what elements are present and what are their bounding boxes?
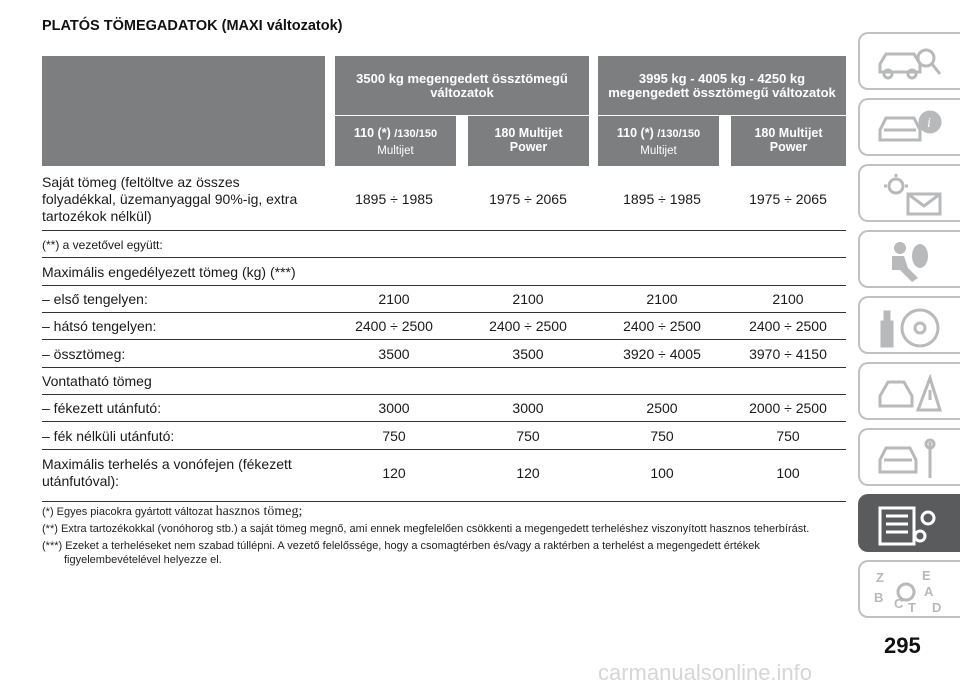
row-value: 2100 bbox=[378, 291, 410, 307]
svg-text:Z: Z bbox=[876, 570, 884, 585]
tab-emergency[interactable] bbox=[858, 362, 960, 420]
warning-light-icon bbox=[874, 172, 946, 218]
row-label: Maximális terhelés a vonófejen (fékezett utánfutóval): bbox=[42, 456, 292, 489]
row-label: – fékezett utánfutó: bbox=[42, 400, 162, 416]
row-value: 1895 ÷ 1985 bbox=[355, 191, 433, 207]
svg-text:D: D bbox=[932, 600, 942, 614]
svg-text:E: E bbox=[922, 568, 931, 583]
subheader-180-multijet-power-a: 180 Multijet Power bbox=[468, 116, 589, 166]
table-row bbox=[42, 395, 846, 422]
page-title: PLATÓS TÖMEGADATOK (MAXI változatok) bbox=[42, 18, 343, 34]
car-info-icon bbox=[874, 106, 946, 152]
tab-warning-lights[interactable] bbox=[858, 164, 960, 222]
row-label: – hátsó tengelyen: bbox=[42, 318, 157, 334]
subheader-110-multijet-a: 110 (*) /130/150 Multijet bbox=[335, 116, 456, 166]
row-value: 750 bbox=[650, 428, 674, 444]
car-crash-icon bbox=[874, 370, 946, 416]
row-value: 100 bbox=[776, 465, 800, 481]
watermark: carmanualsonline.info bbox=[598, 660, 813, 685]
svg-text:T: T bbox=[908, 600, 916, 614]
table-row bbox=[42, 340, 846, 368]
footnotes bbox=[42, 505, 852, 570]
row-value: 2400 ÷ 2500 bbox=[623, 318, 701, 334]
row-value: 3970 ÷ 4150 bbox=[749, 346, 827, 362]
tab-airbag[interactable] bbox=[858, 230, 960, 288]
tab-index[interactable] bbox=[858, 560, 960, 618]
table-row bbox=[42, 258, 846, 286]
row-value: 2000 ÷ 2500 bbox=[749, 400, 827, 416]
tab-technical-data[interactable] bbox=[858, 494, 960, 552]
row-label: – össztömeg: bbox=[42, 346, 126, 362]
tab-maintenance[interactable] bbox=[858, 428, 960, 486]
table-row bbox=[42, 313, 846, 340]
table-row bbox=[42, 168, 846, 231]
row-value: 2100 bbox=[772, 291, 804, 307]
header-group-3995: 3995 kg - 4005 kg - 4250 kg megengedett össztömegű változatok bbox=[598, 56, 846, 115]
row-label: Vontatható tömeg bbox=[42, 373, 152, 389]
row-value: 1895 ÷ 1985 bbox=[623, 191, 701, 207]
subheader-180-multijet-power-b: 180 Multijet Power bbox=[731, 116, 846, 166]
row-value: 3500 bbox=[378, 346, 410, 362]
row-value: 3000 bbox=[378, 400, 410, 416]
row-value: 2500 bbox=[646, 400, 678, 416]
row-value: 750 bbox=[516, 428, 540, 444]
table-row bbox=[42, 286, 846, 313]
row-label: – fék nélküli utánfutó: bbox=[42, 428, 175, 444]
row-value: 120 bbox=[516, 465, 540, 481]
row-label: Saját tömeg (feltöltve az összes folyadékkal, üzemanyaggal 90%-ig, extra tartozékok nélkül) bbox=[42, 174, 298, 224]
row-value: 100 bbox=[650, 465, 674, 481]
row-label: (**) a vezetővel együtt: bbox=[42, 238, 163, 252]
list-gear-icon bbox=[874, 502, 946, 548]
tab-starting-driving[interactable] bbox=[858, 296, 960, 354]
header-empty-corner bbox=[42, 56, 325, 166]
svg-text:B: B bbox=[874, 590, 884, 605]
footnote-2: (**) Extra tartozékokkal (vonóhorog stb.) a saját tömeg megnő, ami ennek megfelelően csökkenti a megengedett terheléshez viszonyított hasznos teherbírást. bbox=[42, 523, 810, 535]
row-value: 120 bbox=[382, 465, 406, 481]
row-value: 2100 bbox=[646, 291, 678, 307]
page-number: 295 bbox=[884, 633, 921, 658]
footnote-3: (***) Ezeket a terheléseket nem szabad túllépni. A vezető felelőssége, hogy a csomagtérben és/vagy a raktérben a terhelést a megengedett értékek figyelembevételével helyezze el. bbox=[42, 540, 760, 566]
row-value: 750 bbox=[382, 428, 406, 444]
row-value: 3920 ÷ 4005 bbox=[623, 346, 701, 362]
row-label: Maximális engedélyezett tömeg (kg) (***) bbox=[42, 264, 296, 280]
subheader-110-multijet-b: 110 (*) /130/150 Multijet bbox=[598, 116, 719, 166]
table-row bbox=[42, 450, 846, 502]
car-wrench-icon bbox=[874, 436, 946, 482]
row-value: 3500 bbox=[512, 346, 544, 362]
row-value: 2400 ÷ 2500 bbox=[489, 318, 567, 334]
car-search-icon bbox=[874, 40, 946, 86]
tab-car-search[interactable] bbox=[858, 32, 960, 90]
row-value: 2400 ÷ 2500 bbox=[749, 318, 827, 334]
airbag-person-icon bbox=[874, 238, 946, 284]
tab-car-info[interactable] bbox=[858, 98, 960, 156]
svg-text:A: A bbox=[924, 584, 934, 599]
row-value: 750 bbox=[776, 428, 800, 444]
table-row bbox=[42, 368, 846, 395]
row-value: 1975 ÷ 2065 bbox=[749, 191, 827, 207]
svg-text:C: C bbox=[894, 596, 904, 611]
table-row bbox=[42, 231, 846, 258]
svg-text:i: i bbox=[927, 116, 931, 131]
row-label: – első tengelyen: bbox=[42, 291, 148, 307]
row-value: 2400 ÷ 2500 bbox=[355, 318, 433, 334]
row-value: 3000 bbox=[512, 400, 544, 416]
header-group-3500: 3500 kg megengedett össztömegű változatok bbox=[335, 56, 589, 115]
bottle-steering-icon bbox=[874, 304, 946, 350]
row-value: 2100 bbox=[512, 291, 544, 307]
footnote-1: (*) Egyes piacokra gyártott változat hasznos tömeg; bbox=[42, 504, 303, 519]
alphabet-index-icon bbox=[874, 568, 946, 614]
table-row bbox=[42, 422, 846, 450]
row-value: 1975 ÷ 2065 bbox=[489, 191, 567, 207]
